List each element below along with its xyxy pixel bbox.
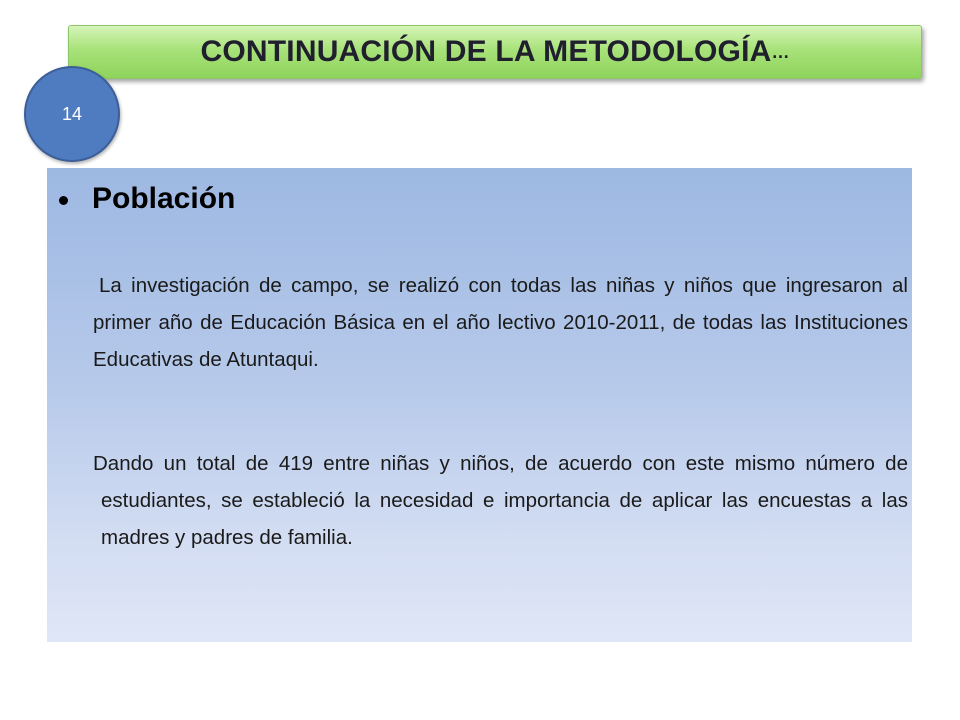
bullet-heading: Población [92, 182, 236, 215]
paragraph-1: La investigación de campo, se realizó con todas las niñas y niños que ingresaron al primer año de Educación Básica en el año lectivo 2010-2011, de todas las Instituciones Educativas de Atuntaqui. [93, 273, 908, 371]
bullet-item [59, 182, 235, 216]
content-box [47, 168, 912, 642]
page-number: 14 [61, 103, 83, 124]
slide-title: CONTINUACIÓN DE LA METODOLOGÍA [200, 35, 772, 68]
page-number-badge [24, 66, 120, 162]
paragraph-2: Dando un total de 419 entre niñas y niños, de acuerdo con este mismo número de estudiantes, se estableció la necesidad e importancia de aplicar las encuestas a las madres y padres de familia. [93, 451, 908, 549]
title-ellipsis: … [771, 41, 790, 62]
title-banner [68, 25, 922, 79]
bullet-dot-icon [59, 196, 68, 205]
